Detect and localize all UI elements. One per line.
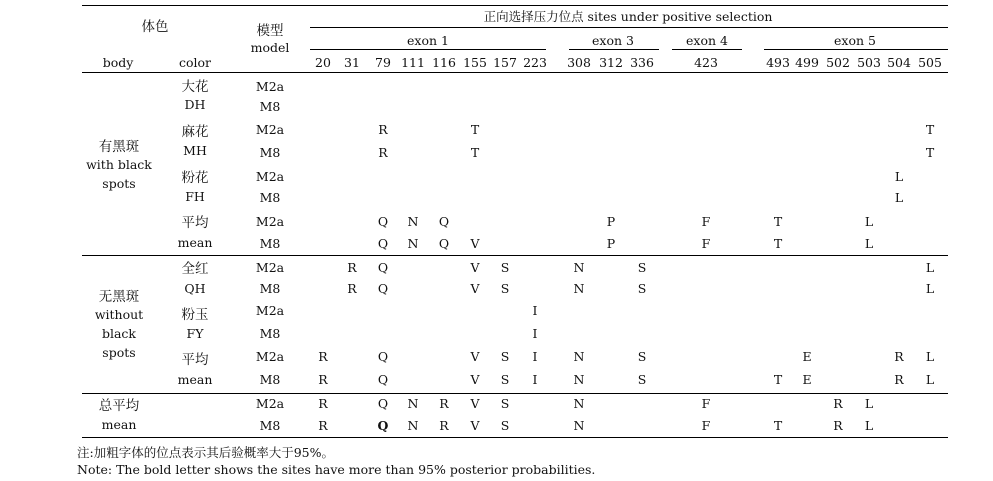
site-header-31: 31 — [344, 55, 360, 70]
site-cell: P — [606, 214, 616, 229]
site-cell: N — [407, 396, 419, 411]
site-cell: S — [637, 372, 647, 387]
site-cell: F — [701, 418, 711, 433]
site-cell: N — [407, 214, 419, 229]
site-header-503: 503 — [857, 55, 881, 70]
site-cell: R — [378, 122, 388, 137]
site-cell: N — [573, 372, 585, 387]
site-cell: N — [573, 260, 585, 275]
site-cell: L — [864, 236, 874, 251]
site-cell: V — [470, 281, 480, 296]
site-cell: V — [470, 396, 480, 411]
exon4-label: exon 4 — [686, 33, 728, 48]
exon3-rule — [569, 49, 659, 50]
site-cell: T — [470, 145, 480, 160]
color-label-en: mean — [177, 235, 213, 250]
exon4-rule — [672, 49, 742, 50]
site-cell: Q — [438, 214, 450, 229]
site-header-312: 312 — [599, 55, 623, 70]
color-label-en: QH — [184, 281, 206, 296]
site-header-116: 116 — [432, 55, 456, 70]
site-cell: N — [407, 418, 419, 433]
site-cell: V — [470, 372, 480, 387]
site-cell: Q — [377, 396, 389, 411]
bottom-rule — [82, 437, 948, 438]
site-cell: L — [894, 190, 904, 205]
model-cell: M8 — [259, 99, 281, 114]
site-cell: N — [573, 281, 585, 296]
model-cell: M2a — [255, 214, 285, 229]
site-cell: P — [606, 236, 616, 251]
site-cell: R — [318, 372, 328, 387]
site-cell: V — [470, 260, 480, 275]
group-label-en: mean — [101, 417, 137, 432]
site-cell: S — [500, 260, 510, 275]
site-cell: I — [532, 303, 538, 318]
site-cell: T — [773, 418, 783, 433]
exon5-rule — [764, 49, 948, 50]
site-cell: V — [470, 236, 480, 251]
site-cell: R — [378, 145, 388, 160]
positive-selection-table — [82, 0, 948, 440]
color-label-zh: 粉花 — [181, 170, 209, 186]
site-cell: N — [573, 349, 585, 364]
group-label-en: spots — [102, 345, 136, 360]
site-cell: E — [802, 349, 812, 364]
site-cell: E — [802, 372, 812, 387]
exon1-label: exon 1 — [407, 33, 449, 48]
color-en-header: color — [178, 55, 212, 70]
top-rule — [82, 5, 948, 6]
site-cell: Q — [377, 236, 389, 251]
color-label-zh: 粉玉 — [181, 307, 209, 323]
site-cell: L — [864, 214, 874, 229]
model-cell: M8 — [259, 190, 281, 205]
site-header-493: 493 — [766, 55, 790, 70]
model-zh-header: 模型 — [256, 23, 284, 39]
group-label-en: with black — [86, 157, 152, 172]
site-cell: R — [318, 418, 328, 433]
site-cell: S — [637, 349, 647, 364]
site-cell: T — [773, 372, 783, 387]
group1-rule — [82, 255, 948, 256]
exon3-label: exon 3 — [592, 33, 634, 48]
model-cell: M8 — [259, 372, 281, 387]
site-cell: V — [470, 418, 480, 433]
sites-header-rule — [310, 27, 948, 28]
model-cell: M8 — [259, 145, 281, 160]
exon1-rule — [310, 49, 546, 50]
site-cell: T — [773, 214, 783, 229]
group2-rule — [82, 393, 948, 394]
site-cell: L — [925, 349, 935, 364]
site-header-504: 504 — [887, 55, 911, 70]
site-header-157: 157 — [493, 55, 517, 70]
site-cell: T — [925, 122, 935, 137]
site-cell: S — [637, 281, 647, 296]
site-cell: L — [925, 260, 935, 275]
site-header-502: 502 — [826, 55, 850, 70]
site-header-336: 336 — [630, 55, 654, 70]
site-header-20: 20 — [315, 55, 331, 70]
site-cell: I — [532, 349, 538, 364]
sites-title-header: 正向选择压力位点 sites under positive selection — [483, 9, 773, 24]
site-header-308: 308 — [567, 55, 591, 70]
site-cell: N — [573, 396, 585, 411]
site-header-423: 423 — [694, 55, 718, 70]
group-label-en: black — [101, 326, 137, 341]
site-cell: R — [833, 418, 843, 433]
site-cell: Q — [438, 236, 450, 251]
site-cell: S — [500, 372, 510, 387]
site-cell: L — [925, 281, 935, 296]
site-cell: F — [701, 214, 711, 229]
site-cell: Q — [377, 349, 389, 364]
color-label-zh: 平均 — [181, 352, 209, 368]
site-cell: R — [439, 418, 449, 433]
site-cell: I — [532, 326, 538, 341]
site-cell: Q — [377, 281, 389, 296]
site-cell: I — [532, 372, 538, 387]
group-label-zh: 有黑斑 — [98, 139, 140, 155]
color-label-zh: 平均 — [181, 215, 209, 231]
body-color-zh-header: 体色 — [141, 19, 169, 35]
model-cell: M8 — [259, 418, 281, 433]
body-en-header: body — [102, 55, 134, 70]
site-cell: L — [864, 396, 874, 411]
site-cell: T — [773, 236, 783, 251]
group-label-zh: 无黑斑 — [98, 289, 140, 305]
site-cell: R — [894, 372, 904, 387]
site-cell: T — [470, 122, 480, 137]
color-label-en: mean — [177, 372, 213, 387]
color-label-zh: 大花 — [181, 79, 209, 95]
model-cell: M8 — [259, 236, 281, 251]
site-header-505: 505 — [918, 55, 942, 70]
site-cell: Q — [377, 418, 389, 433]
site-cell: S — [500, 396, 510, 411]
color-label-en: DH — [184, 97, 206, 112]
site-cell: L — [925, 372, 935, 387]
site-cell: R — [318, 349, 328, 364]
site-cell: L — [894, 169, 904, 184]
exon5-label: exon 5 — [834, 33, 876, 48]
site-cell: N — [407, 236, 419, 251]
site-cell: Q — [377, 372, 389, 387]
model-cell: M2a — [255, 396, 285, 411]
model-cell: M2a — [255, 79, 285, 94]
model-cell: M2a — [255, 169, 285, 184]
site-header-155: 155 — [463, 55, 487, 70]
site-header-499: 499 — [795, 55, 819, 70]
site-cell: Q — [377, 260, 389, 275]
site-cell: R — [439, 396, 449, 411]
group-label-en: spots — [102, 176, 136, 191]
color-label-en: FH — [185, 189, 205, 204]
model-cell: M8 — [259, 281, 281, 296]
site-cell: F — [701, 396, 711, 411]
site-cell: T — [925, 145, 935, 160]
model-en-header: model — [250, 40, 290, 55]
model-cell: M2a — [255, 303, 285, 318]
site-cell: R — [894, 349, 904, 364]
model-cell: M2a — [255, 122, 285, 137]
site-cell: N — [573, 418, 585, 433]
site-cell: S — [500, 281, 510, 296]
color-label-zh: 全红 — [181, 261, 209, 277]
header-bottom-rule — [82, 72, 948, 73]
site-cell: S — [637, 260, 647, 275]
site-cell: R — [347, 281, 357, 296]
color-label-zh: 麻花 — [181, 124, 209, 140]
model-cell: M2a — [255, 349, 285, 364]
site-cell: R — [833, 396, 843, 411]
site-cell: S — [500, 349, 510, 364]
site-cell: V — [470, 349, 480, 364]
note-en: Note: The bold letter shows the sites have more than 95% posterior probabilities. — [77, 462, 596, 477]
color-label-en: MH — [183, 143, 207, 158]
model-cell: M8 — [259, 326, 281, 341]
site-cell: L — [864, 418, 874, 433]
site-header-223: 223 — [523, 55, 547, 70]
site-cell: S — [500, 418, 510, 433]
model-cell: M2a — [255, 260, 285, 275]
site-cell: R — [318, 396, 328, 411]
site-header-79: 79 — [375, 55, 391, 70]
group-label-zh: 总平均 — [98, 398, 140, 414]
site-header-111: 111 — [401, 55, 425, 70]
note-zh: 注:加粗字体的位点表示其后验概率大于95%。 — [77, 445, 334, 460]
site-cell: F — [701, 236, 711, 251]
site-cell: Q — [377, 214, 389, 229]
site-cell: R — [347, 260, 357, 275]
color-label-en: FY — [186, 326, 204, 341]
group-label-en: without — [94, 307, 144, 322]
